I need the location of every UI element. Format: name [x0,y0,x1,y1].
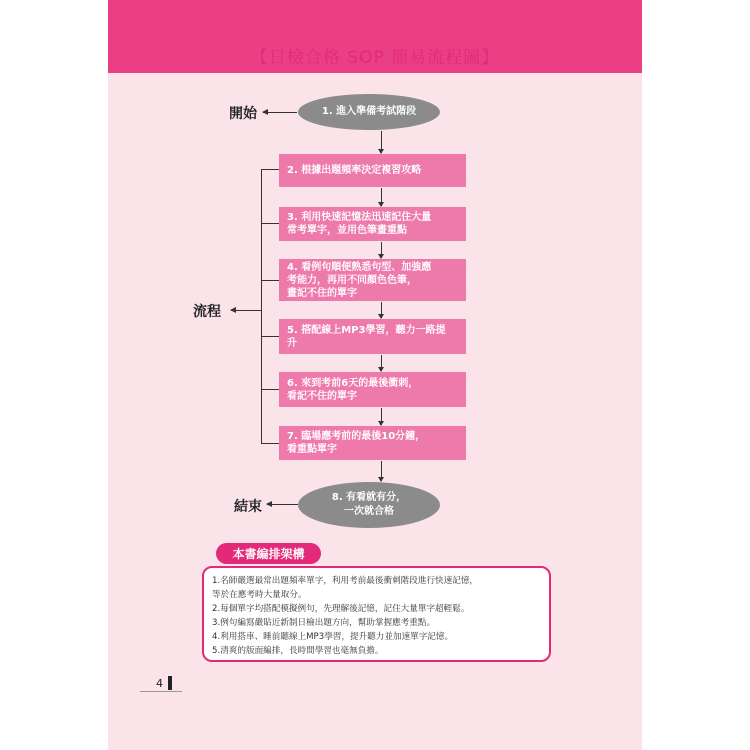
label-start: 開始 [229,106,257,122]
list-item: 4.利用搭車、睡前聽線上MP3學習，提升聽力並加速單字記憶。 [212,632,454,642]
arrow-3-4 [381,242,382,258]
step-6-text: 6. 來到考前6天的最後衝刺， 看記不住的單字 [287,377,419,402]
page-number-bar [168,676,172,690]
bracket-tick-5 [261,336,279,337]
step-8-text: 8. 有看就有分， 一次就合格 [331,492,407,517]
list-item: 2.每個單字均搭配模擬例句，先理解後記憶，記住大量單字超輕鬆。 [212,604,470,614]
bracket-tick-7 [261,443,279,444]
arrow-7-8 [381,461,382,481]
step-5-box [279,319,466,354]
page-title: 【日檢合格 SOP 簡易流程圖】 [250,48,500,68]
page-number: 4 [156,677,163,690]
book-structure-title: 本書編排架構 [216,543,321,564]
bracket-tick-6 [261,389,279,390]
bracket-tick-3 [261,223,279,224]
list-item: 3.例句編寫嚴貼近新制日檢出題方向，幫助掌握應考重點。 [212,618,436,628]
bracket-tick-2 [261,169,279,170]
step-1-text: 1. 進入準備考試階段 [321,106,417,117]
step-6-box [279,372,466,407]
step-3-box [279,207,466,241]
step-7-box [279,426,466,460]
bracket-tick-4 [261,280,279,281]
arrow-4-5 [381,302,382,318]
step-7-text: 7. 臨場應考前的最後10分鐘， 看重點單字 [287,431,426,455]
step-4-text: 4. 看例句順便熟悉句型、加強應 考能力，再用不同顏色色筆， 畫記不住的單字 [287,261,432,299]
arrow-6-7 [381,408,382,425]
step-1-oval [298,94,440,130]
label-end: 結束 [234,499,262,515]
arrow-1-2 [381,131,382,153]
list-item: 1.名師嚴選最常出題頻率單字，利用考前最後衝刺階段進行快速記憶， 等於在應考時大量取分。 [212,576,479,600]
step-8-oval [298,482,440,528]
arrow-to-start [263,112,297,113]
step-2-box [279,154,466,187]
process-bracket [261,169,262,443]
step-3-text: 3. 利用快速記憶法迅速記住大量 常考單字，並用色筆畫重點 [287,212,432,236]
arrow-2-3 [381,188,382,206]
label-process: 流程 [193,304,221,320]
step-2-text: 2. 根據出題頻率決定複習攻略 [287,165,422,176]
step-5-text: 5. 搭配線上MP3學習，聽力一路提 升 [287,324,446,349]
step-4-box [279,259,466,301]
page-number-rule [140,691,182,692]
list-item: 5.清爽的版面編排，長時間學習也毫無負擔。 [212,646,384,656]
arrow-to-process [231,310,261,311]
book-structure-list [212,574,546,658]
arrow-5-6 [381,355,382,371]
arrow-to-end [267,504,298,505]
